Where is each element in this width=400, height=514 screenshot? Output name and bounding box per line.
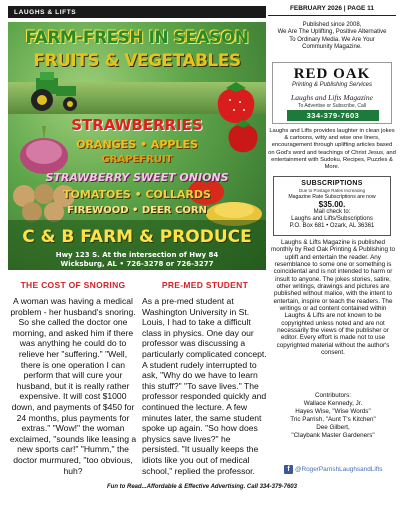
ad-item-oranges-apples: ORANGES • APPLES <box>76 138 198 151</box>
logo-advertise: To Advertise or Subscribe, Call <box>297 103 367 109</box>
contributor-name: Tric Parrish, "Aunt T's Kitchen" <box>290 416 376 424</box>
header-divider <box>268 15 396 16</box>
publisher-disclaimer: Laughs & Lifts Magazine is published monthly by Red Oak Printing & Publishing to uplift and entertain the reader. Any resemblance to some one or something is coincidental and is not intended to harm or insult to anyone. The jokes stories, satire, other writings, drawings and pictures are published without malice, with the intent to entertain, inspire or teach the readers. The writings or ad content contained within Laughs & Lifts are not known to be copyrighted unless noted and are not necessarily the views of the publisher or editor. Every effort is made not to use copyrighted material without the author's consent. <box>271 239 395 357</box>
contributors-title: Contributors: <box>314 392 352 399</box>
ad-business-name: C & B FARM & PRODUCE <box>22 227 252 247</box>
publisher-blurb: Published since 2008, We Are The Uplifting, Positive Alternative To Ordinary Media. We Are Your Community Magazine. <box>277 22 387 51</box>
subscriptions-address-name: Laughs and Lifts/Subscriptions <box>291 216 373 222</box>
red-oak-logo <box>272 62 392 124</box>
story-body-snoring: A woman was having a medical problem - her husband's snoring. So she called the doctor one morning, and asked him if there was anything he could do to relieve her "suffering." "Well, there is one operation I can perform that will cure your husband, but it is really rather expensive. It will cost $1000 down, and payments of $450 for 24 months, plus payments for extras." "Wow!" the woman exclaimed, "sounds like leasing a new sports car!" "Humm," the doctor murmured, "too obvious, huh? <box>9 296 137 476</box>
ad-item-onions: STRAWBERRY SWEET ONIONS <box>45 171 229 184</box>
tractor-icon <box>22 72 80 112</box>
issue-info: FEBRUARY 2026 | PAGE 11 <box>289 5 375 12</box>
subscriptions-rate: Magazine Rate Subscriptions are now <box>288 194 376 200</box>
farm-advertisement <box>8 22 266 270</box>
ad-item-firewood-corn: FIREWOOD • DEER CORN <box>67 205 207 216</box>
ad-subheadline: FRUITS & VEGETABLES <box>33 51 241 71</box>
ad-item-grapefruit: GRAPEFRUIT <box>101 154 173 165</box>
contributor-name: Dee Gilbert, <box>316 424 350 432</box>
subscriptions-mail: Mail check to: <box>313 209 351 215</box>
ad-headline: FARM-FRESH IN SEASON <box>25 28 249 48</box>
section-title: LAUGHS & LIFTS <box>14 8 77 16</box>
story-title-premed: PRE-MED STUDENT <box>161 280 249 290</box>
ad-location: Wicksburg, AL • 726-3278 or 726-3277 <box>60 260 214 268</box>
subscriptions-address: P.O. Box 681 • Ozark, AL 36361 <box>289 223 375 229</box>
logo-phone: 334-379-7603 <box>287 110 379 121</box>
facebook-handle: @RogerParrishLaughsandLifts <box>295 465 383 473</box>
page-footer: Fun to Read...Affordable & Effective Advertising. Call 334-379-7603 <box>107 484 297 490</box>
page-number: PAGE 11 <box>347 5 375 12</box>
story-body-premed: As a pre-med student at Washington University in St. Louis, I had to take a difficult class in physics. One day our professor was discussing a particularly complicated concept. A student rudely interrupted to ask, "Why do we have to learn this stuff?" "To save lives." The professor responded quickly and continued the lecture. A few minutes later, the same student spoke up again. "So how does physics save lives?" he persisted. "It usually keeps the idiots like you out of medical school," replied the professor. <box>142 296 267 476</box>
subscriptions-title: SUBSCRIPTIONS <box>301 180 363 187</box>
ad-item-strawberries: STRAWBERRIES <box>71 116 203 134</box>
contributor-name: "Claybank Master Gardeners" <box>291 432 375 440</box>
logo-name: RED OAK <box>293 66 371 82</box>
contributors-list <box>270 392 396 441</box>
logo-magazine: Laughs and Lifts Magazine <box>291 93 373 102</box>
issue-date: FEBRUARY 2026 <box>289 5 342 12</box>
facebook-link[interactable] <box>284 464 396 474</box>
magazine-description: Laughs and Lifts provides laughter in clean jokes & cartoons, witty and wise one liners, encouragement through uplifting articles based on God's word and teachings of Christ Jesus, and entertainment with Sudoku, Recipes, Puzzles & More. <box>268 128 396 171</box>
subscriptions-note: Due to Postage Rates Increasing <box>298 188 366 193</box>
story-title-snoring: THE COST OF SNORING <box>20 280 126 290</box>
ad-address: Hwy 123 S. At the intersection of Hwy 84 <box>55 251 219 259</box>
subscriptions-price: $35.00. <box>318 200 346 209</box>
ad-item-tomatoes-collards: TOMATOES • COLLARDS <box>63 188 211 201</box>
logo-tagline: Printing & Publishing Services <box>291 82 373 88</box>
contributor-name: Hayes Wise, "Wise Words" <box>295 408 371 416</box>
section-header <box>8 6 266 18</box>
contributor-name: Wallace Kennedy, Jr. <box>303 400 363 408</box>
facebook-icon: f <box>284 465 293 474</box>
subscriptions-box <box>273 176 391 236</box>
